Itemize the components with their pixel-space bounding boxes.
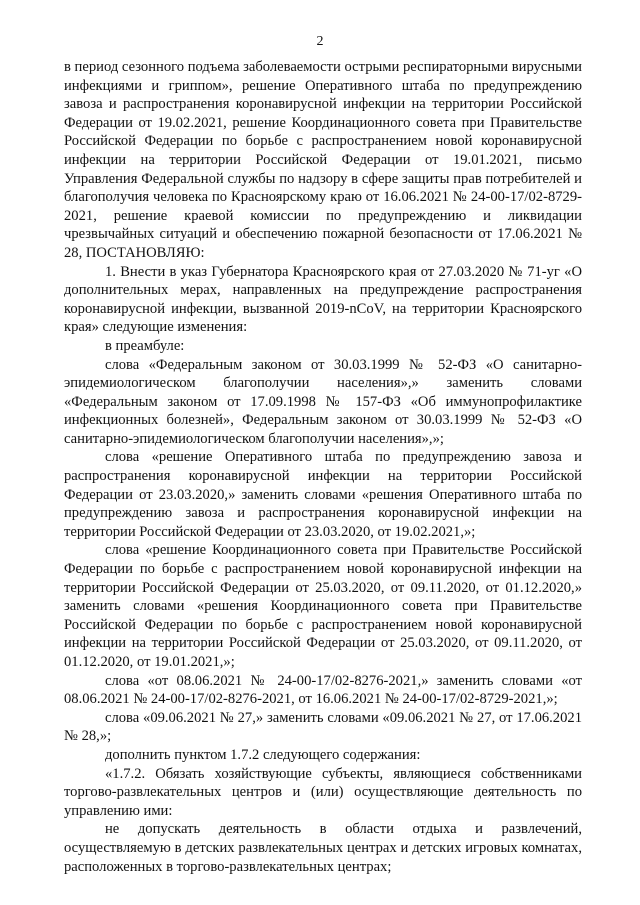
paragraph-add-clause: дополнить пунктом 1.7.2 следующего содержания:: [105, 746, 421, 763]
paragraph-amendment-5: слова «09.06.2021 № 27,» заменить словами «09.06.2021 № 27, от 17.06.2021 № 28,»;: [64, 709, 582, 745]
paragraph-clause-1-7-2: «1.7.2. Обязать хозяйствующие субъекты, являющиеся собственниками торгово-развлекательных центров и (или) осуществляющие деятельность по управлению ими:: [64, 765, 582, 819]
document-body: [64, 58, 582, 876]
paragraph-continuation: в период сезонного подъема заболеваемости острыми респираторными вирусными инфекциями и гриппом», решение Оперативного штаба по предупреждению завоза и распространения коронавирусной инфекции на территории Российской Федерации от 19.02.2021, решение Координационного совета при Правительстве Российской Федерации по борьбе с распространением новой коронавирусной инфекции на территории Российской Федерации от 19.01.2021, письмо Управления Федеральной службы по надзору в сфере защиты прав потребителей и благополучия человека по Красноярскому краю от 16.06.2021 № 24-00-17/02-8729-2021, решение краевой комиссии по предупреждению и ликвидации чрезвычайных ситуаций и обеспечению пожарной безопасности от 17.06.2021 № 28, ПОСТАНОВЛЯЮ:: [64, 59, 582, 261]
paragraph-clause-text: не допускать деятельность в области отдыха и развлечений, осуществляемую в детских развлекательных центрах и детских игровых комнатах, расположенных в торгово-развлекательных центрах;: [64, 821, 582, 875]
paragraph-preamble-heading: в преамбуле:: [105, 337, 185, 354]
paragraph-amendment-4: слова «от 08.06.2021 № 24-00-17/02-8276-2021,» заменить словами «от 08.06.2021 № 24-00-17/02-8276-2021, от 16.06.2021 № 24-00-17/02-8729-2021,»;: [64, 672, 582, 708]
paragraph-amendment-2: слова «решение Оперативного штаба по предупреждению завоза и распространения коронавирусной инфекции на территории Российской Федерации от 23.03.2020,» заменить словами «решения Оперативного штаба по предупреждению завоза и распространения коронавирусной инфекции на территории Российской Федерации от 23.03.2020, от 19.02.2021,»;: [64, 449, 582, 540]
paragraph-item-1: 1. Внести в указ Губернатора Красноярского края от 27.03.2020 № 71-уг «О дополнительных мерах, направленных на предупреждение распространения коронавирусной инфекции, вызванной 2019-nCoV, на территории Красноярского края» следующие изменения:: [64, 263, 582, 336]
paragraph-amendment-1: слова «Федеральным законом от 30.03.1999 № 52-ФЗ «О санитарно-эпидемиологическом благополучии населения»,» заменить словами «Федеральным законом от 17.09.1998 № 157-ФЗ «Об иммунопрофилактике инфекционных болезней», Федеральным законом от 30.03.1999 № 52-ФЗ «О санитарно-эпидемиологическом благополучии населения»,»;: [64, 356, 582, 447]
paragraph-amendment-3: слова «решение Координационного совета при Правительстве Российской Федерации по борьбе с распространением новой коронавирусной инфекции на территории Российской Федерации от 25.03.2020, от 09.11.2020, от 01.12.2020,» заменить словами «решения Координационного совета при Правительстве Российской Федерации по борьбе с распространением новой коронавирусной инфекции на территории Российской Федерации от 25.03.2020, от 09.11.2020, от 01.12.2020, от 19.01.2021,»;: [64, 542, 582, 670]
page-number: 2: [316, 34, 324, 49]
